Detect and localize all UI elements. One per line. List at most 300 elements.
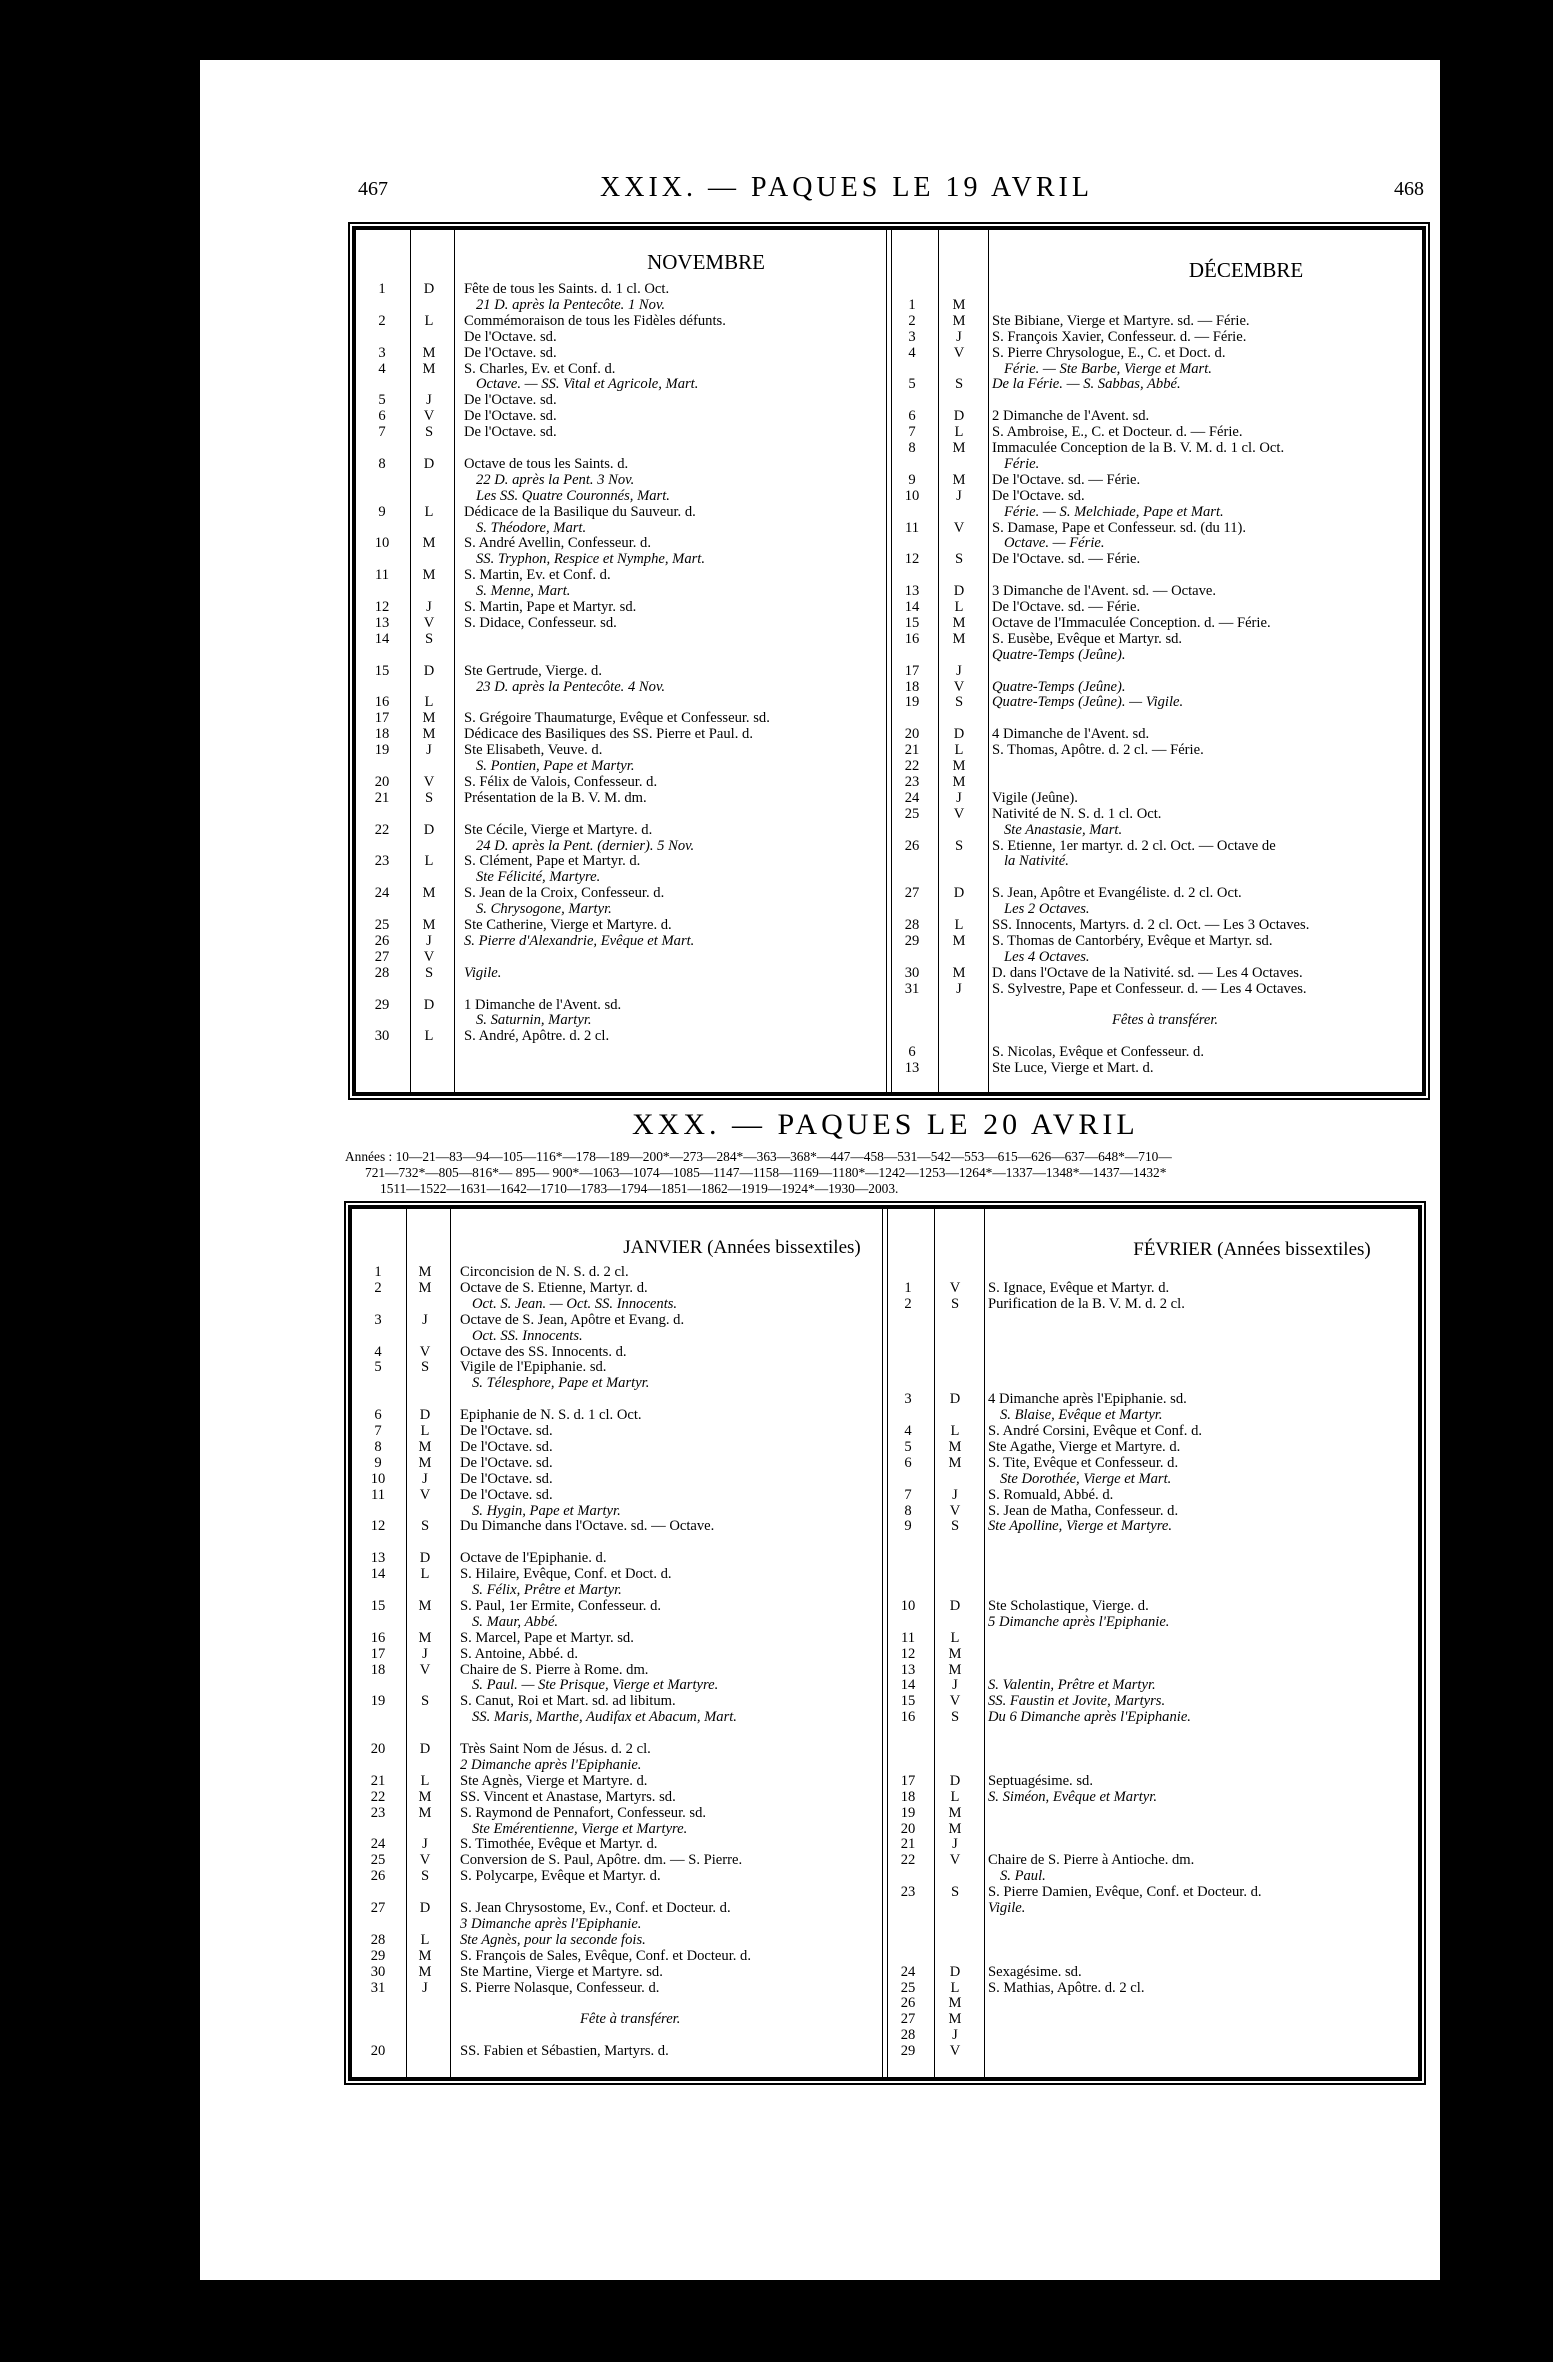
- day-number: 1: [904, 1279, 912, 1296]
- weekday-letter: M: [952, 773, 966, 790]
- entry-text: Quatre-Temps (Jeûne).: [992, 678, 1126, 695]
- weekday-letter: V: [423, 948, 435, 965]
- weekday-letter: M: [948, 1995, 962, 2012]
- day-number: 15: [374, 662, 390, 679]
- entry-text: S. Pierre d'Alexandrie, Evêque et Mart.: [464, 932, 695, 949]
- entry-text: Octave de S. Jean, Apôtre et Evang. d.: [460, 1311, 685, 1328]
- day-number: 14: [374, 630, 390, 647]
- day-number: 7: [374, 1423, 382, 1439]
- day-number: 27: [370, 1900, 386, 1916]
- day-number: 22: [374, 821, 390, 838]
- entry-text: S. Théodore, Mart.: [476, 519, 587, 536]
- entry-text: S. Télesphore, Pape et Martyr.: [472, 1375, 650, 1392]
- weekday-letter: L: [954, 742, 964, 759]
- entry-text: S. Jean de la Croix, Confesseur. d.: [464, 885, 665, 902]
- entry-text: S. Paul. — Ste Prisque, Vierge et Martyre.: [472, 1677, 719, 1694]
- entry-text: De l'Octave. sd.: [464, 424, 557, 441]
- weekday-letter: S: [420, 1518, 430, 1535]
- weekday-letter: V: [423, 408, 435, 425]
- day-number: 11: [904, 519, 920, 536]
- day-number: 2: [908, 312, 916, 329]
- right-page-number: 468: [1394, 178, 1424, 200]
- weekday-letter: M: [952, 471, 966, 488]
- day-number: 23: [370, 1804, 386, 1821]
- weekday-letter: M: [952, 296, 966, 313]
- day-number: 29: [370, 1947, 386, 1964]
- weekday-letter: J: [952, 1486, 958, 1503]
- day-number: 28: [370, 1931, 386, 1948]
- weekday-letter: L: [424, 694, 434, 711]
- day-number: 4: [908, 344, 916, 361]
- day-number: 27: [374, 948, 390, 965]
- entry-text: S. Pierre Chrysologue, E., C. et Doct. d.: [992, 344, 1226, 361]
- entry-text: 3 Dimanche après l'Epiphanie.: [460, 1915, 642, 1932]
- weekday-letter: L: [954, 599, 964, 615]
- entry-text: S. Marcel, Pape et Martyr. sd.: [460, 1629, 634, 1646]
- weekday-letter: J: [422, 1645, 428, 1662]
- weekday-letter: J: [956, 789, 962, 806]
- weekday-letter: J: [426, 932, 432, 949]
- entry-text: De l'Octave. sd.: [460, 1438, 553, 1455]
- day-number: 20: [904, 726, 920, 743]
- entry-text: Férie. — Ste Barbe, Vierge et Mart.: [1004, 360, 1212, 377]
- day-number: 19: [900, 1804, 916, 1821]
- day-number: 23: [900, 1884, 916, 1901]
- day-number: 20: [370, 2043, 386, 2060]
- entry-text: Vigile (Jeûne).: [992, 789, 1078, 806]
- day-number: 17: [374, 710, 390, 727]
- weekday-letter: L: [424, 853, 434, 870]
- weekday-letter: J: [952, 1836, 958, 1853]
- entry-text: 1 Dimanche de l'Avent. sd.: [464, 996, 622, 1013]
- weekday-letter: D: [953, 726, 965, 743]
- day-number: 19: [904, 694, 920, 711]
- weekday-letter: M: [948, 1661, 962, 1678]
- month-title-november: NOVEMBRE: [647, 250, 765, 274]
- weekday-letter: V: [949, 2043, 961, 2060]
- entry-text: Ste Agnès, Vierge et Martyre. d.: [460, 1772, 648, 1789]
- day-number: 10: [370, 1470, 386, 1487]
- entry-text: Férie. — S. Melchiade, Pape et Mart.: [1004, 503, 1224, 520]
- entry-text: Septuagésime. sd.: [988, 1772, 1093, 1789]
- day-number: 5: [904, 1438, 912, 1455]
- day-number: 21: [370, 1772, 386, 1789]
- weekday-letter: M: [422, 726, 436, 743]
- entry-text: Ste Agathe, Vierge et Martyre. d.: [988, 1438, 1181, 1455]
- entry-text: S. Siméon, Evêque et Martyr.: [988, 1788, 1157, 1805]
- entry-text: 24 D. après la Pent. (dernier). 5 Nov.: [476, 837, 695, 854]
- day-number: 9: [908, 471, 916, 488]
- weekday-letter: V: [953, 805, 965, 822]
- weekday-letter: D: [949, 1772, 961, 1789]
- day-number: 24: [900, 1963, 916, 1980]
- weekday-letter: M: [952, 614, 966, 631]
- entry-text: S. Timothée, Evêque et Martyr. d.: [460, 1836, 658, 1853]
- day-number: 16: [374, 694, 390, 711]
- weekday-letter: J: [422, 1311, 428, 1328]
- weekday-letter: S: [950, 1709, 960, 1726]
- entry-text: Epiphanie de N. S. d. 1 cl. Oct.: [460, 1407, 642, 1424]
- day-number: 13: [904, 1060, 920, 1077]
- entry-text: S. Thomas, Apôtre. d. 2 cl. — Férie.: [992, 742, 1204, 759]
- entry-text: S. Maur, Abbé.: [472, 1613, 559, 1630]
- weekday-letter: D: [953, 885, 965, 902]
- entry-text: S. Jean de Matha, Confesseur. d.: [988, 1502, 1179, 1519]
- weekday-letter: D: [953, 583, 965, 600]
- entry-text: S. Didace, Confesseur. sd.: [464, 614, 617, 631]
- weekday-letter: D: [953, 408, 965, 425]
- weekday-letter: V: [419, 1661, 431, 1678]
- entry-text: Ste Dorothée, Vierge et Mart.: [1000, 1470, 1172, 1487]
- entry-text: 23 D. après la Pentecôte. 4 Nov.: [476, 678, 665, 695]
- weekday-letter: J: [952, 1677, 958, 1694]
- weekday-letter: M: [422, 535, 436, 552]
- entry-text: Ste Anastasie, Mart.: [1004, 821, 1123, 838]
- entry-text: SS. Tryphon, Respice et Nymphe, Mart.: [476, 551, 706, 568]
- weekday-letter: D: [419, 1407, 431, 1424]
- entry-text: Circoncision de N. S. d. 2 cl.: [460, 1264, 629, 1280]
- weekday-letter: L: [420, 1423, 430, 1439]
- entry-text: S. Hilaire, Evêque, Conf. et Doct. d.: [460, 1566, 672, 1583]
- weekday-letter: M: [422, 567, 436, 584]
- entry-text: SS. Vincent et Anastase, Martyrs. sd.: [460, 1788, 676, 1805]
- entry-text: Octave de l'Immaculée Conception. d. — Férie.: [992, 614, 1271, 631]
- day-number: 17: [900, 1772, 916, 1789]
- day-number: 18: [374, 726, 390, 743]
- weekday-letter: J: [956, 328, 962, 345]
- entry-text: Octave de S. Etienne, Martyr. d.: [460, 1279, 648, 1296]
- weekday-letter: M: [418, 1804, 432, 1821]
- weekday-letter: M: [418, 1454, 432, 1471]
- weekday-letter: V: [419, 1343, 431, 1360]
- day-number: 26: [370, 1868, 386, 1885]
- weekday-letter: L: [950, 1629, 960, 1646]
- entry-text: Ste Luce, Vierge et Mart. d.: [992, 1060, 1154, 1077]
- entry-text: Fête de tous les Saints. d. 1 cl. Oct.: [464, 281, 670, 297]
- entry-text: S. Pierre Damien, Evêque, Conf. et Docteur. d.: [988, 1884, 1262, 1901]
- day-number: 28: [904, 917, 920, 933]
- entry-text: Octave de l'Epiphanie. d.: [460, 1550, 607, 1567]
- weekday-letter: S: [950, 1884, 960, 1901]
- years-line-2: 721—732*—805—816*— 895— 900*—1063—1074—1085—1147—1158—1169—1180*—1242—1253—1264*—1337—1348*—1437—1432*: [365, 1165, 1167, 1180]
- weekday-letter: L: [954, 424, 964, 441]
- entry-text: S. Etienne, 1er martyr. d. 2 cl. Oct. — Octave de: [992, 837, 1276, 854]
- entry-text: Dédicace des Basiliques des SS. Pierre et Paul. d.: [464, 726, 753, 743]
- entry-text: Férie.: [1004, 455, 1040, 472]
- day-number: 18: [370, 1661, 386, 1678]
- entry-text: S. Chrysogone, Martyr.: [476, 901, 612, 918]
- entry-text: De la Férie. — S. Sabbas, Abbé.: [992, 376, 1181, 393]
- entry-text: S. Mathias, Apôtre. d. 2 cl.: [988, 1979, 1145, 1996]
- entry-text: 2 Dimanche de l'Avent. sd.: [992, 408, 1150, 425]
- entry-text: S. Damase, Pape et Confesseur. sd. (du 11).: [992, 519, 1246, 536]
- weekday-letter: V: [953, 519, 965, 536]
- weekday-letter: D: [423, 281, 435, 297]
- day-number: 6: [908, 408, 916, 425]
- day-number: 7: [908, 424, 916, 441]
- entry-text: Quatre-Temps (Jeûne).: [992, 646, 1126, 663]
- entry-text: De l'Octave. sd. — Férie.: [992, 599, 1141, 615]
- entry-text: S. Polycarpe, Evêque et Martyr. d.: [460, 1868, 661, 1885]
- weekday-letter: S: [954, 694, 964, 711]
- entry-text: De l'Octave. sd. — Férie.: [992, 551, 1141, 568]
- day-number: 30: [904, 964, 920, 981]
- weekday-letter: S: [950, 1518, 960, 1535]
- day-number: 11: [370, 1486, 386, 1503]
- entry-text: Présentation de la B. V. M. dm.: [464, 789, 647, 806]
- weekday-letter: D: [949, 1963, 961, 1980]
- weekday-letter: M: [422, 917, 436, 933]
- entry-text: SS. Faustin et Jovite, Martyrs.: [988, 1693, 1166, 1710]
- day-number: 24: [904, 789, 920, 806]
- day-number: 19: [374, 742, 390, 759]
- entry-text: S. Ignace, Evêque et Martyr. d.: [988, 1279, 1170, 1296]
- weekday-letter: M: [952, 964, 966, 981]
- entry-text: S. Clément, Pape et Martyr. d.: [464, 853, 641, 870]
- weekday-letter: J: [952, 2027, 958, 2044]
- weekday-letter: J: [422, 1836, 428, 1853]
- day-number: 14: [370, 1566, 386, 1583]
- entry-text: Ste Bibiane, Vierge et Martyre. sd. — Férie.: [992, 312, 1250, 329]
- entry-text: S. Sylvestre, Pape et Confesseur. d. — Les 4 Octaves.: [992, 980, 1307, 997]
- entry-text: S. Paul.: [1000, 1868, 1046, 1885]
- day-number: 18: [900, 1788, 916, 1805]
- day-number: 10: [374, 535, 390, 552]
- day-number: 7: [378, 424, 386, 441]
- entry-text: Dédicace de la Basilique du Sauveur. d.: [464, 503, 696, 520]
- entry-text: S. Pontien, Pape et Martyr.: [476, 758, 635, 774]
- weekday-letter: M: [948, 1820, 962, 1837]
- day-number: 10: [900, 1597, 916, 1614]
- entry-text: Conversion de S. Paul, Apôtre. dm. — S. Pierre.: [460, 1852, 743, 1869]
- entry-text: S. Blaise, Evêque et Martyr.: [1000, 1407, 1163, 1424]
- weekday-letter: S: [954, 551, 964, 568]
- entry-text: S. Charles, Ev. et Conf. d.: [464, 360, 616, 377]
- entry-text: Du 6 Dimanche après l'Epiphanie.: [988, 1709, 1191, 1726]
- weekday-letter: V: [423, 614, 435, 631]
- weekday-letter: M: [422, 710, 436, 727]
- day-number: 15: [370, 1597, 386, 1614]
- weekday-letter: V: [949, 1502, 961, 1519]
- weekday-letter: D: [419, 1900, 431, 1916]
- day-number: 20: [900, 1820, 916, 1837]
- weekday-letter: S: [420, 1868, 430, 1885]
- day-number: 6: [378, 408, 386, 425]
- weekday-letter: S: [424, 424, 434, 441]
- day-number: 2: [374, 1279, 382, 1296]
- weekday-letter: L: [424, 1028, 434, 1045]
- entry-text: S. Grégoire Thaumaturge, Evêque et Confesseur. sd.: [464, 710, 770, 727]
- entry-text: SS. Fabien et Sébastien, Martyrs. d.: [460, 2043, 669, 2060]
- weekday-letter: M: [948, 1438, 962, 1455]
- entry-text: S. Hygin, Pape et Martyr.: [472, 1502, 621, 1519]
- day-number: 11: [374, 567, 390, 584]
- entry-text: De l'Octave. sd.: [992, 487, 1085, 504]
- day-number: 5: [374, 1359, 382, 1376]
- entry-text: S. Saturnin, Martyr.: [476, 1012, 592, 1029]
- entry-text: S. Jean, Apôtre et Evangéliste. d. 2 cl. Oct.: [992, 885, 1242, 902]
- day-number: 16: [900, 1709, 916, 1726]
- entry-text: Ste Cécile, Vierge et Martyre. d.: [464, 821, 653, 838]
- entry-text: S. Valentin, Prêtre et Martyr.: [988, 1677, 1156, 1694]
- entry-text: Nativité de N. S. d. 1 cl. Oct.: [992, 805, 1162, 822]
- entry-text: Vigile.: [464, 964, 502, 981]
- day-number: 8: [904, 1502, 912, 1519]
- weekday-letter: D: [423, 996, 435, 1013]
- day-number: 14: [900, 1677, 916, 1694]
- entry-text: Du Dimanche dans l'Octave. sd. — Octave.: [460, 1518, 715, 1535]
- entry-text: Octave. — SS. Vital et Agricole, Mart.: [476, 376, 699, 393]
- entry-text: Chaire de S. Pierre à Antioche. dm.: [988, 1852, 1195, 1869]
- day-number: 9: [374, 1454, 382, 1471]
- day-number: 1: [378, 281, 386, 297]
- november-column: [356, 230, 888, 1092]
- day-number: 15: [904, 614, 920, 631]
- entry-text: Ste Gertrude, Vierge. d.: [464, 662, 602, 679]
- weekday-letter: M: [952, 440, 966, 456]
- entry-text: S. Paul, 1er Ermite, Confesseur. d.: [460, 1597, 662, 1614]
- weekday-letter: M: [952, 312, 966, 329]
- entry-text: 21 D. après la Pentecôte. 1 Nov.: [476, 296, 665, 313]
- entry-text: S. Antoine, Abbé. d.: [460, 1645, 578, 1662]
- entry-text: Les 2 Octaves.: [1004, 901, 1090, 918]
- day-number: 22: [904, 758, 920, 774]
- day-number: 19: [370, 1693, 386, 1710]
- day-number: 29: [374, 996, 390, 1013]
- entry-text: Ste Martine, Vierge et Martyre. sd.: [460, 1963, 663, 1980]
- calendar-table-2: [348, 1205, 1422, 2081]
- entry-text: S. Canut, Roi et Mart. sd. ad libitum.: [460, 1693, 676, 1710]
- entry-text: 22 D. après la Pent. 3 Nov.: [476, 471, 635, 488]
- entry-text: S. Thomas de Cantorbéry, Evêque et Martyr. sd.: [992, 932, 1273, 949]
- weekday-letter: M: [948, 1645, 962, 1662]
- day-number: 12: [370, 1518, 386, 1535]
- entry-text: De l'Octave. sd.: [460, 1454, 553, 1471]
- day-number: 20: [370, 1741, 386, 1757]
- entry-text: S. Félix, Prêtre et Martyr.: [472, 1582, 622, 1598]
- day-number: 23: [374, 853, 390, 870]
- weekday-letter: J: [426, 392, 432, 409]
- january-column: [352, 1209, 884, 2077]
- weekday-letter: M: [418, 1788, 432, 1805]
- entry-text: S. Romuald, Abbé. d.: [988, 1486, 1114, 1503]
- day-number: 8: [378, 455, 386, 472]
- weekday-letter: M: [948, 1804, 962, 1821]
- weekday-letter: S: [424, 789, 434, 806]
- weekday-letter: J: [956, 980, 962, 997]
- day-number: 3: [904, 1391, 912, 1408]
- entry-text: Les SS. Quatre Couronnés, Mart.: [476, 487, 670, 504]
- day-number: 12: [904, 551, 920, 568]
- weekday-letter: M: [948, 2011, 962, 2028]
- day-number: 13: [374, 614, 390, 631]
- day-number: 29: [904, 932, 920, 949]
- day-number: 23: [904, 773, 920, 790]
- day-number: 30: [374, 1028, 390, 1045]
- weekday-letter: S: [954, 376, 964, 393]
- entry-text: De l'Octave. sd.: [464, 392, 557, 409]
- entry-text: S. André, Apôtre. d. 2 cl.: [464, 1028, 610, 1045]
- weekday-letter: M: [422, 360, 436, 377]
- entry-text: Commémoraison de tous les Fidèles défunts.: [464, 312, 726, 329]
- entry-text: Vigile.: [988, 1900, 1026, 1916]
- entry-text: 4 Dimanche de l'Avent. sd.: [992, 726, 1150, 743]
- december-column: [892, 230, 1418, 1092]
- entry-text: Oct. S. Jean. — Oct. SS. Innocents.: [472, 1295, 678, 1312]
- entry-text: S. François de Sales, Evêque, Conf. et Docteur. d.: [460, 1947, 752, 1964]
- day-number: 29: [900, 2043, 916, 2060]
- entry-text: Octave de tous les Saints. d.: [464, 455, 629, 472]
- calendar-table-1: [352, 226, 1426, 1096]
- entry-text: Oct. SS. Innocents.: [472, 1327, 583, 1344]
- day-number: 27: [904, 885, 920, 902]
- month-title-february: FÉVRIER (Années bissextiles): [1133, 1239, 1371, 1260]
- day-number: 5: [908, 376, 916, 393]
- weekday-letter: L: [950, 1788, 960, 1805]
- weekday-letter: M: [952, 758, 966, 774]
- weekday-letter: D: [419, 1741, 431, 1757]
- entry-text: Ste Scholastique, Vierge. d.: [988, 1597, 1149, 1614]
- day-number: 3: [908, 328, 916, 345]
- day-number: 14: [904, 599, 920, 615]
- entry-text: S. André Avellin, Confesseur. d.: [464, 535, 652, 552]
- day-number: 9: [378, 503, 386, 520]
- day-number: 21: [904, 742, 920, 759]
- entry-text: SS. Innocents, Martyrs. d. 2 cl. Oct. — Les 3 Octaves.: [992, 917, 1310, 933]
- years-line-3: 1511—1522—1631—1642—1710—1783—1794—1851—1862—1919—1924*—1930—2003.: [380, 1181, 899, 1196]
- entry-text: 5 Dimanche après l'Epiphanie.: [988, 1613, 1170, 1630]
- day-number: 31: [370, 1979, 386, 1996]
- page-header: XXIX. — PAQUES LE 19 AVRIL: [600, 172, 1093, 203]
- weekday-letter: J: [426, 742, 432, 759]
- entry-text: Ste Apolline, Vierge et Martyre.: [988, 1518, 1172, 1535]
- day-number: 1: [908, 296, 916, 313]
- day-number: 5: [378, 392, 386, 409]
- entry-text: S. Martin, Pape et Martyr. sd.: [464, 599, 637, 615]
- weekday-letter: J: [956, 662, 962, 679]
- day-number: 25: [370, 1852, 386, 1869]
- month-title-december: DÉCEMBRE: [1188, 258, 1304, 282]
- day-number: 13: [900, 1661, 916, 1678]
- entry-text: S. André Corsini, Evêque et Conf. d.: [988, 1423, 1203, 1439]
- entry-text: S. Menne, Mart.: [476, 583, 571, 600]
- day-number: 18: [904, 678, 920, 695]
- day-number: 17: [904, 662, 920, 679]
- weekday-letter: S: [424, 964, 434, 981]
- entry-text: S. Nicolas, Evêque et Confesseur. d.: [992, 1044, 1204, 1061]
- day-number: 3: [374, 1311, 382, 1328]
- entry-text: De l'Octave. sd. — Férie.: [992, 471, 1141, 488]
- weekday-letter: V: [419, 1486, 431, 1503]
- entry-text: Quatre-Temps (Jeûne). — Vigile.: [992, 694, 1184, 711]
- entry-text: S. Raymond de Pennafort, Confesseur. sd.: [460, 1804, 707, 1821]
- weekday-letter: S: [950, 1295, 960, 1312]
- entry-text: S. Eusèbe, Evêque et Martyr. sd.: [992, 630, 1183, 647]
- entry-text: S. Félix de Valois, Confesseur. d.: [464, 773, 658, 790]
- weekday-letter: V: [953, 678, 965, 695]
- day-number: 8: [908, 440, 916, 456]
- day-number: 6: [374, 1407, 382, 1424]
- day-number: 22: [900, 1852, 916, 1869]
- left-page-number: 467: [358, 178, 388, 200]
- day-number: 1: [374, 1264, 382, 1280]
- weekday-letter: L: [420, 1931, 430, 1948]
- entry-text: Chaire de S. Pierre à Rome. dm.: [460, 1661, 649, 1678]
- entry-text: De l'Octave. sd.: [460, 1486, 553, 1503]
- weekday-letter: D: [949, 1597, 961, 1614]
- entry-text: la Nativité.: [1004, 853, 1069, 870]
- day-number: 10: [904, 487, 920, 504]
